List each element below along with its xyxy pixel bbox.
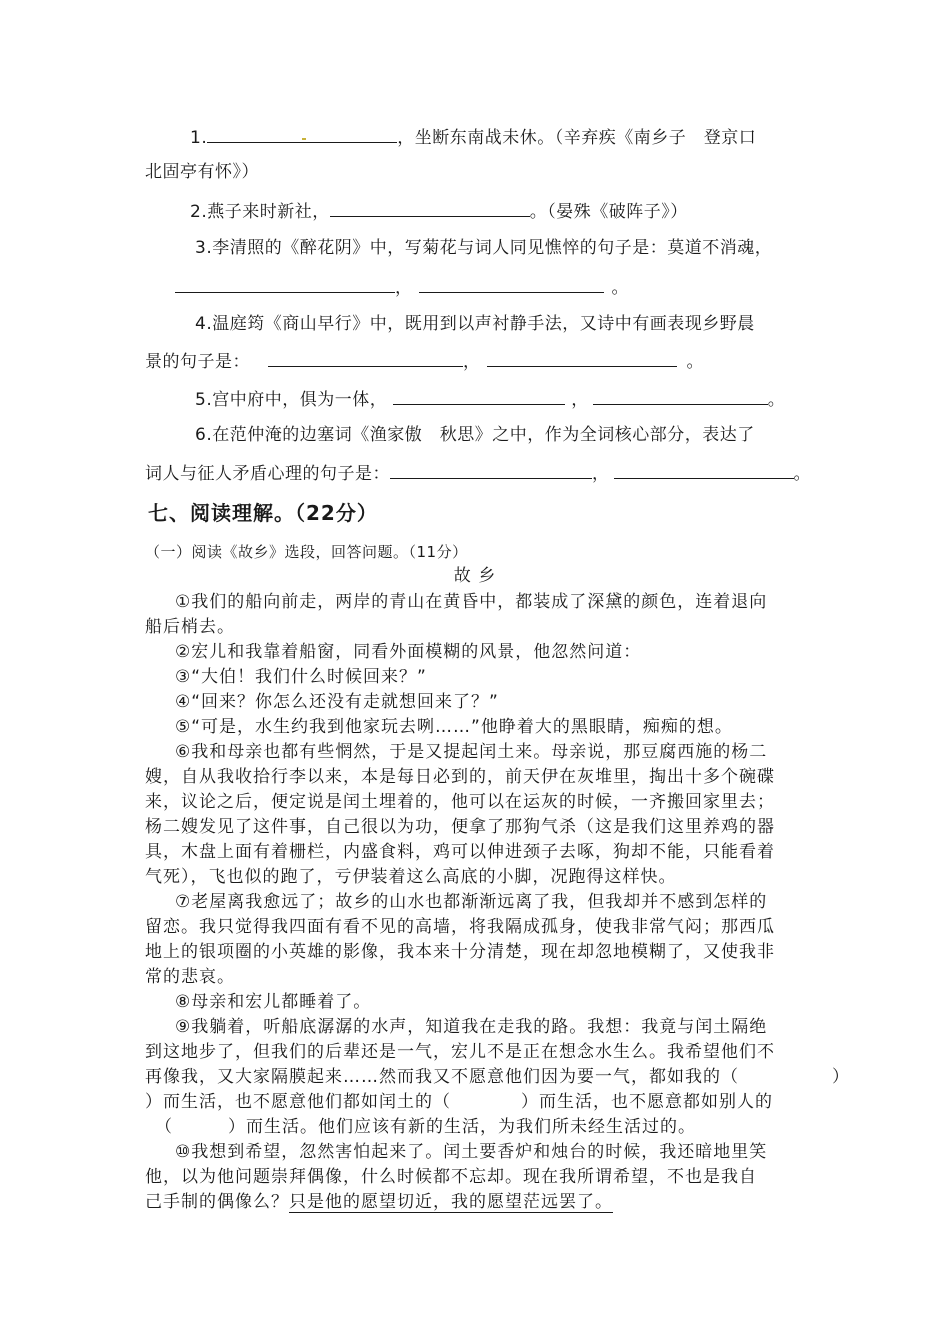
separator: ， <box>395 278 413 298</box>
passage-line <box>145 1192 825 1212</box>
passage-text: （ <box>155 1117 173 1137</box>
passage-text: ）而生活，也不愿意他们都如闰土的（ <box>145 1092 451 1112</box>
question-text: 景的句子是： <box>145 352 250 372</box>
passage-line: 留恋。我只觉得我四面有看不见的高墙，将我隔成孤身，使我非常气闷；那西瓜 <box>145 917 775 937</box>
question-number: 2. <box>190 202 208 222</box>
passage-line: 他，以为他问题崇拜偶像，什么时候都不忘却。现在我所谓希望，不也是我自 <box>145 1167 757 1187</box>
answer-blank[interactable] <box>393 388 565 405</box>
passage-line: ⑤“可是，水生约我到他家玩去咧……”他睁着大的黑眼睛，痴痴的想。 <box>175 717 733 737</box>
passage-line: 船后梢去。 <box>145 617 235 637</box>
question-1 <box>190 126 870 148</box>
passage-line: ⑥我和母亲也都有些惘然，于是又提起闰土来。母亲说，那豆腐西施的杨二 <box>175 742 768 762</box>
passage-line: ①我们的船向前走，两岸的青山在黄昏中，都装成了深黛的颜色，连着退向 <box>175 592 768 612</box>
passage-text: 己手制的偶像么？ <box>145 1192 289 1212</box>
passage-line: ⑦老屋离我愈远了；故乡的山水也都渐渐远离了我，但我却并不感到怎样的 <box>175 892 768 912</box>
question-text: 5.宫中府中，俱为一体， <box>195 390 388 410</box>
passage-line: ⑨我躺着，听船底潺潺的水声，知道我在走我的路。我想：我竟与闰土隔绝 <box>175 1017 768 1037</box>
passage-line: ⑧母亲和宏儿都睡着了。 <box>175 992 372 1012</box>
answer-blank[interactable] <box>175 276 395 293</box>
passage-line <box>155 1117 835 1137</box>
part-heading: （一）阅读《故乡》选段，回答问题。（11分） <box>145 543 468 561</box>
separator: ， <box>463 352 481 372</box>
question-6 <box>195 425 875 445</box>
passage-line <box>145 1067 825 1087</box>
passage-line: ③“大伯！我们什么时候回来？” <box>175 667 427 687</box>
marker-dot <box>302 138 306 140</box>
passage-line <box>145 1092 825 1112</box>
question-2 <box>190 200 870 222</box>
section-heading: 七、阅读理解。（22分） <box>148 501 378 525</box>
question-5 <box>195 388 875 410</box>
question-1-cont <box>145 162 825 182</box>
answer-blank[interactable] <box>390 462 592 479</box>
question-text: ，坐断东南战未休。（辛弃疾《南乡子 登京口 <box>397 128 757 148</box>
passage-line: 具，木盘上面有着栅栏，内盛食料，鸡可以伸进颈子去啄，狗却不能，只能看着 <box>145 842 775 862</box>
passage-line: 到这地步了，但我们的后辈还是一气，宏儿不是正在想念水生么。我希望他们不 <box>145 1042 775 1062</box>
close-paren: ） <box>832 1067 850 1087</box>
question-4 <box>195 314 875 334</box>
passage-line: ④“回来？你怎么还没有走就想回来了？” <box>175 692 499 712</box>
question-3-blanks <box>175 276 855 298</box>
underlined-sentence: 只是他的愿望切近，我的愿望茫远罢了。 <box>289 1192 613 1212</box>
passage-text: 再像我，又大家隔膜起来……然而我又不愿意他们因为要一气，都如我的（ <box>145 1067 739 1087</box>
passage-line: 杨二嫂发见了这件事，自己很以为功，便拿了那狗气杀（这是我们这里养鸡的器 <box>145 817 775 837</box>
end-mark: 。 <box>686 352 704 372</box>
separator: ， <box>571 390 589 410</box>
question-3 <box>195 238 875 258</box>
passage-line: 地上的银项圈的小英雄的影像，我本来十分清楚，现在却忽地模糊了，又使我非 <box>145 942 775 962</box>
passage-line: 常的悲哀。 <box>145 967 235 987</box>
question-text: 3.李清照的《醉花阴》中，写菊花与词人同见憔悴的句子是：莫道不消魂， <box>195 238 773 258</box>
question-text: 6.在范仲淹的边塞词《渔家傲 秋思》之中，作为全词核心部分，表达了 <box>195 425 755 445</box>
end-mark: 。 <box>767 390 786 410</box>
question-text: 北固亭有怀》） <box>145 162 259 182</box>
answer-blank[interactable] <box>268 350 463 367</box>
end-mark: 。 <box>793 464 811 484</box>
answer-blank[interactable] <box>593 388 768 405</box>
question-6-cont <box>145 462 825 484</box>
answer-blank[interactable] <box>487 350 677 367</box>
question-text: 词人与征人矛盾心理的句子是： <box>145 464 390 484</box>
separator: ， <box>592 464 610 484</box>
answer-blank[interactable] <box>419 276 604 293</box>
passage-line: 嫂，自从我收拾行李以来，本是每日必到的，前天伊在灰堆里，掏出十多个碗碟 <box>145 767 775 787</box>
passage-line: ⑩我想到希望，忽然害怕起来了。闰土要香炉和烛台的时候，我还暗地里笑 <box>175 1142 768 1162</box>
question-number: 1. <box>190 128 208 148</box>
passage-text: ）而生活，也不愿意都如别人的 <box>521 1092 773 1112</box>
answer-blank[interactable] <box>614 462 794 479</box>
answer-blank[interactable] <box>330 200 530 217</box>
passage-line: 来，议论之后，便定说是闰土埋着的，他可以在运灰的时候，一齐搬回家里去； <box>145 792 775 812</box>
passage-line: ②宏儿和我靠着船窗，同看外面模糊的风景，他忽然问道： <box>175 642 642 662</box>
question-4-cont <box>145 350 825 372</box>
question-text: 燕子来时新社， <box>207 202 330 222</box>
end-mark: 。 <box>611 278 629 298</box>
passage-line: 气死），飞也似的跑了，亏伊装着这么高底的小脚，况跑得这样快。 <box>145 867 677 887</box>
answer-blank[interactable] <box>207 126 397 143</box>
question-text: 4.温庭筠《商山早行》中，既用到以声衬静手法，又诗中有画表现乡野晨 <box>195 314 755 334</box>
passage-text: ）而生活。他们应该有新的生活，为我们所未经生活过的。 <box>228 1117 696 1137</box>
question-text: 。（晏殊《破阵子》） <box>529 202 688 222</box>
story-title: 故 乡 <box>453 566 497 586</box>
